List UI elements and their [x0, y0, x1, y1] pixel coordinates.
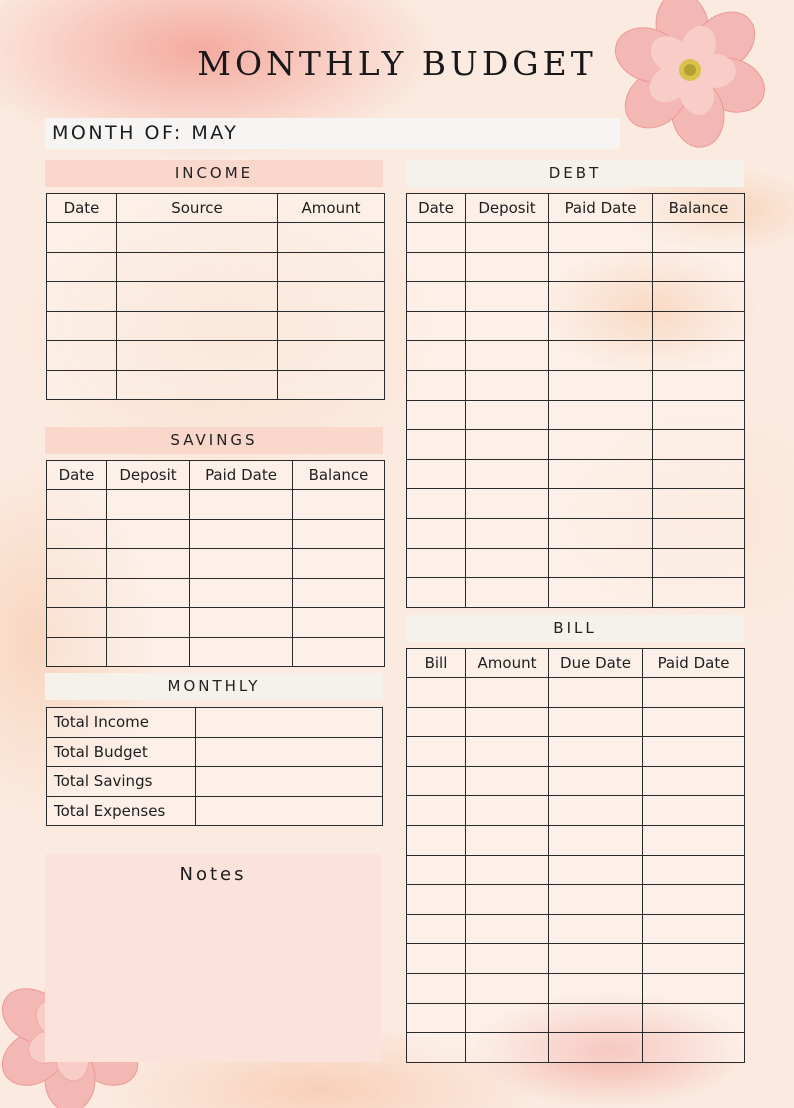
table-cell[interactable]	[653, 578, 745, 608]
table-cell[interactable]	[466, 400, 549, 430]
income-table	[46, 193, 385, 400]
table-cell[interactable]	[466, 825, 549, 855]
table-cell[interactable]	[653, 459, 745, 489]
table-cell[interactable]	[278, 370, 385, 400]
table-cell[interactable]	[549, 548, 653, 578]
table-cell[interactable]	[190, 578, 293, 608]
table-cell[interactable]	[190, 519, 293, 549]
table-cell[interactable]	[293, 549, 385, 579]
income-col-amount: Amount	[278, 194, 385, 223]
savings-col-deposit: Deposit	[107, 461, 190, 490]
table-cell[interactable]	[466, 341, 549, 371]
table-cell[interactable]	[407, 885, 466, 915]
table-row	[407, 973, 745, 1003]
table-row	[407, 311, 745, 341]
table-cell[interactable]	[117, 370, 278, 400]
table-cell[interactable]	[278, 223, 385, 253]
bill-col-due-date: Due Date	[549, 649, 643, 678]
monthly-summary-table	[46, 707, 383, 826]
table-cell[interactable]	[107, 490, 190, 520]
income-col-date: Date	[47, 194, 117, 223]
table-cell[interactable]	[549, 855, 643, 885]
table-cell[interactable]	[549, 400, 653, 430]
total-budget-value[interactable]	[196, 737, 383, 767]
debt-col-paid-date: Paid Date	[549, 194, 653, 223]
table-cell[interactable]	[107, 637, 190, 667]
table-cell[interactable]	[653, 370, 745, 400]
debt-col-balance: Balance	[653, 194, 745, 223]
table-cell[interactable]	[466, 459, 549, 489]
table-row	[407, 548, 745, 578]
bill-table	[406, 648, 745, 1063]
table-cell[interactable]	[407, 370, 466, 400]
table-cell[interactable]	[466, 855, 549, 885]
table-cell[interactable]	[407, 1003, 466, 1033]
table-cell[interactable]	[549, 282, 653, 312]
table-cell[interactable]	[549, 459, 653, 489]
table-cell[interactable]	[47, 608, 107, 638]
table-cell[interactable]	[643, 914, 745, 944]
table-cell[interactable]	[549, 223, 653, 253]
table-cell[interactable]	[466, 1033, 549, 1063]
table-cell[interactable]	[407, 1033, 466, 1063]
table-cell[interactable]	[549, 252, 653, 282]
table-cell[interactable]	[653, 311, 745, 341]
table-row	[407, 489, 745, 519]
table-cell[interactable]	[549, 914, 643, 944]
table-cell[interactable]	[466, 944, 549, 974]
table-row	[407, 825, 745, 855]
monthly-header: MONTHLY	[45, 673, 383, 700]
table-row	[47, 519, 385, 549]
table-row	[47, 341, 385, 371]
savings-col-paid-date: Paid Date	[190, 461, 293, 490]
table-cell[interactable]	[278, 282, 385, 312]
table-cell[interactable]	[407, 518, 466, 548]
table-cell[interactable]	[466, 548, 549, 578]
table-cell[interactable]	[466, 796, 549, 826]
table-cell[interactable]	[466, 885, 549, 915]
savings-col-balance: Balance	[293, 461, 385, 490]
income-col-source: Source	[117, 194, 278, 223]
table-cell[interactable]	[653, 282, 745, 312]
debt-col-date: Date	[407, 194, 466, 223]
table-cell[interactable]	[643, 825, 745, 855]
table-cell[interactable]	[407, 914, 466, 944]
table-cell[interactable]	[643, 766, 745, 796]
table-cell[interactable]	[407, 825, 466, 855]
table-row	[407, 1003, 745, 1033]
table-cell[interactable]	[466, 578, 549, 608]
table-row	[47, 370, 385, 400]
debt-header: DEBT	[406, 160, 744, 187]
total-income-value[interactable]	[196, 708, 383, 738]
table-cell[interactable]	[293, 490, 385, 520]
table-row	[47, 608, 385, 638]
table-cell[interactable]	[407, 578, 466, 608]
table-cell[interactable]	[117, 252, 278, 282]
table-row	[407, 223, 745, 253]
month-field[interactable]: MONTH OF: MAY	[45, 118, 620, 149]
table-row	[47, 637, 385, 667]
table-row	[47, 311, 385, 341]
table-row	[407, 459, 745, 489]
table-cell[interactable]	[653, 252, 745, 282]
table-cell[interactable]	[549, 973, 643, 1003]
table-row	[407, 518, 745, 548]
table-cell[interactable]	[407, 855, 466, 885]
table-cell[interactable]	[107, 578, 190, 608]
table-cell[interactable]	[549, 1003, 643, 1033]
table-cell[interactable]	[47, 637, 107, 667]
table-cell[interactable]	[407, 678, 466, 708]
table-cell[interactable]	[643, 973, 745, 1003]
table-cell[interactable]	[549, 489, 653, 519]
table-cell[interactable]	[47, 252, 117, 282]
table-row	[47, 223, 385, 253]
table-row	[407, 1033, 745, 1063]
table-cell[interactable]	[47, 223, 117, 253]
table-cell[interactable]	[47, 578, 107, 608]
table-cell[interactable]	[407, 766, 466, 796]
table-cell[interactable]	[653, 430, 745, 460]
table-cell[interactable]	[466, 1003, 549, 1033]
table-cell[interactable]	[47, 341, 117, 371]
table-cell[interactable]	[549, 825, 643, 855]
savings-table	[46, 460, 385, 667]
table-cell[interactable]	[107, 549, 190, 579]
table-cell[interactable]	[643, 1003, 745, 1033]
table-row	[407, 707, 745, 737]
table-cell[interactable]	[407, 796, 466, 826]
table-cell[interactable]	[653, 400, 745, 430]
notes-box[interactable]	[45, 854, 381, 1062]
table-cell[interactable]	[549, 707, 643, 737]
table-cell[interactable]	[407, 400, 466, 430]
table-cell[interactable]	[407, 223, 466, 253]
total-savings-value[interactable]	[196, 767, 383, 797]
bill-col-paid-date: Paid Date	[643, 649, 745, 678]
table-cell[interactable]	[549, 430, 653, 460]
table-cell[interactable]	[293, 519, 385, 549]
table-cell[interactable]	[643, 944, 745, 974]
table-cell[interactable]	[549, 311, 653, 341]
table-cell[interactable]	[47, 519, 107, 549]
table-cell[interactable]	[549, 370, 653, 400]
debt-table	[406, 193, 745, 608]
table-row	[407, 678, 745, 708]
table-cell[interactable]	[117, 223, 278, 253]
table-cell[interactable]	[466, 282, 549, 312]
table-cell[interactable]	[117, 341, 278, 371]
table-cell[interactable]	[549, 578, 653, 608]
table-cell[interactable]	[466, 223, 549, 253]
table-cell[interactable]	[466, 973, 549, 1003]
table-row	[407, 766, 745, 796]
debt-col-deposit: Deposit	[466, 194, 549, 223]
total-income-label: Total Income	[47, 708, 196, 738]
notes-title: Notes	[179, 864, 247, 885]
table-cell[interactable]	[407, 252, 466, 282]
total-expenses-label: Total Expenses	[47, 796, 196, 826]
table-cell[interactable]	[190, 490, 293, 520]
table-cell[interactable]	[407, 489, 466, 519]
table-row	[407, 885, 745, 915]
table-row	[407, 796, 745, 826]
table-cell[interactable]	[190, 608, 293, 638]
table-cell[interactable]	[643, 885, 745, 915]
table-cell[interactable]	[407, 707, 466, 737]
income-header: INCOME	[45, 160, 383, 187]
table-cell[interactable]	[643, 855, 745, 885]
table-cell[interactable]	[278, 341, 385, 371]
table-row	[407, 914, 745, 944]
table-cell[interactable]	[190, 549, 293, 579]
table-cell[interactable]	[190, 637, 293, 667]
table-row	[47, 490, 385, 520]
table-cell[interactable]	[278, 252, 385, 282]
table-cell[interactable]	[117, 282, 278, 312]
table-row	[407, 252, 745, 282]
table-row	[407, 341, 745, 371]
bill-header: BILL	[406, 615, 744, 642]
table-cell[interactable]	[407, 944, 466, 974]
table-cell[interactable]	[653, 341, 745, 371]
table-cell[interactable]	[407, 282, 466, 312]
table-cell[interactable]	[107, 608, 190, 638]
table-cell[interactable]	[293, 608, 385, 638]
table-cell[interactable]	[643, 1033, 745, 1063]
table-cell[interactable]	[653, 223, 745, 253]
bill-col-bill: Bill	[407, 649, 466, 678]
total-expenses-value[interactable]	[196, 796, 383, 826]
table-cell[interactable]	[643, 737, 745, 767]
table-cell[interactable]	[407, 311, 466, 341]
table-cell[interactable]	[549, 796, 643, 826]
table-cell[interactable]	[549, 944, 643, 974]
table-cell[interactable]	[643, 796, 745, 826]
table-cell[interactable]	[407, 459, 466, 489]
table-row	[47, 282, 385, 312]
table-row	[47, 549, 385, 579]
savings-header: SAVINGS	[45, 427, 383, 454]
table-cell[interactable]	[466, 518, 549, 548]
table-cell[interactable]	[278, 311, 385, 341]
table-cell[interactable]	[293, 637, 385, 667]
total-savings-label: Total Savings	[47, 767, 196, 797]
table-cell[interactable]	[407, 430, 466, 460]
table-row	[407, 430, 745, 460]
table-cell[interactable]	[407, 737, 466, 767]
table-cell[interactable]	[466, 370, 549, 400]
table-cell[interactable]	[653, 489, 745, 519]
table-cell[interactable]	[47, 282, 117, 312]
table-row	[407, 400, 745, 430]
table-cell[interactable]	[466, 678, 549, 708]
table-cell[interactable]	[549, 678, 643, 708]
table-row	[47, 578, 385, 608]
table-cell[interactable]	[47, 549, 107, 579]
table-cell[interactable]	[407, 341, 466, 371]
table-cell[interactable]	[466, 430, 549, 460]
table-cell[interactable]	[549, 341, 653, 371]
table-cell[interactable]	[47, 370, 117, 400]
table-cell[interactable]	[549, 518, 653, 548]
table-cell[interactable]	[653, 518, 745, 548]
table-row	[407, 737, 745, 767]
table-cell[interactable]	[466, 489, 549, 519]
table-cell[interactable]	[466, 766, 549, 796]
table-row	[407, 944, 745, 974]
table-cell[interactable]	[107, 519, 190, 549]
table-cell[interactable]	[466, 252, 549, 282]
table-cell[interactable]	[117, 311, 278, 341]
page-title: MONTHLY BUDGET	[197, 44, 597, 83]
table-cell[interactable]	[549, 885, 643, 915]
bill-col-amount: Amount	[466, 649, 549, 678]
table-cell[interactable]	[643, 707, 745, 737]
table-cell[interactable]	[47, 311, 117, 341]
table-cell[interactable]	[549, 737, 643, 767]
savings-col-date: Date	[47, 461, 107, 490]
table-cell[interactable]	[466, 914, 549, 944]
table-cell[interactable]	[407, 548, 466, 578]
table-row	[407, 855, 745, 885]
table-cell[interactable]	[549, 1033, 643, 1063]
table-cell[interactable]	[47, 490, 107, 520]
table-row	[407, 282, 745, 312]
table-row	[407, 578, 745, 608]
table-cell[interactable]	[407, 973, 466, 1003]
table-cell[interactable]	[466, 311, 549, 341]
total-budget-label: Total Budget	[47, 737, 196, 767]
table-row	[47, 252, 385, 282]
table-cell[interactable]	[466, 707, 549, 737]
table-cell[interactable]	[293, 578, 385, 608]
table-cell[interactable]	[466, 737, 549, 767]
table-cell[interactable]	[643, 678, 745, 708]
table-row	[407, 370, 745, 400]
table-cell[interactable]	[549, 766, 643, 796]
table-cell[interactable]	[653, 548, 745, 578]
